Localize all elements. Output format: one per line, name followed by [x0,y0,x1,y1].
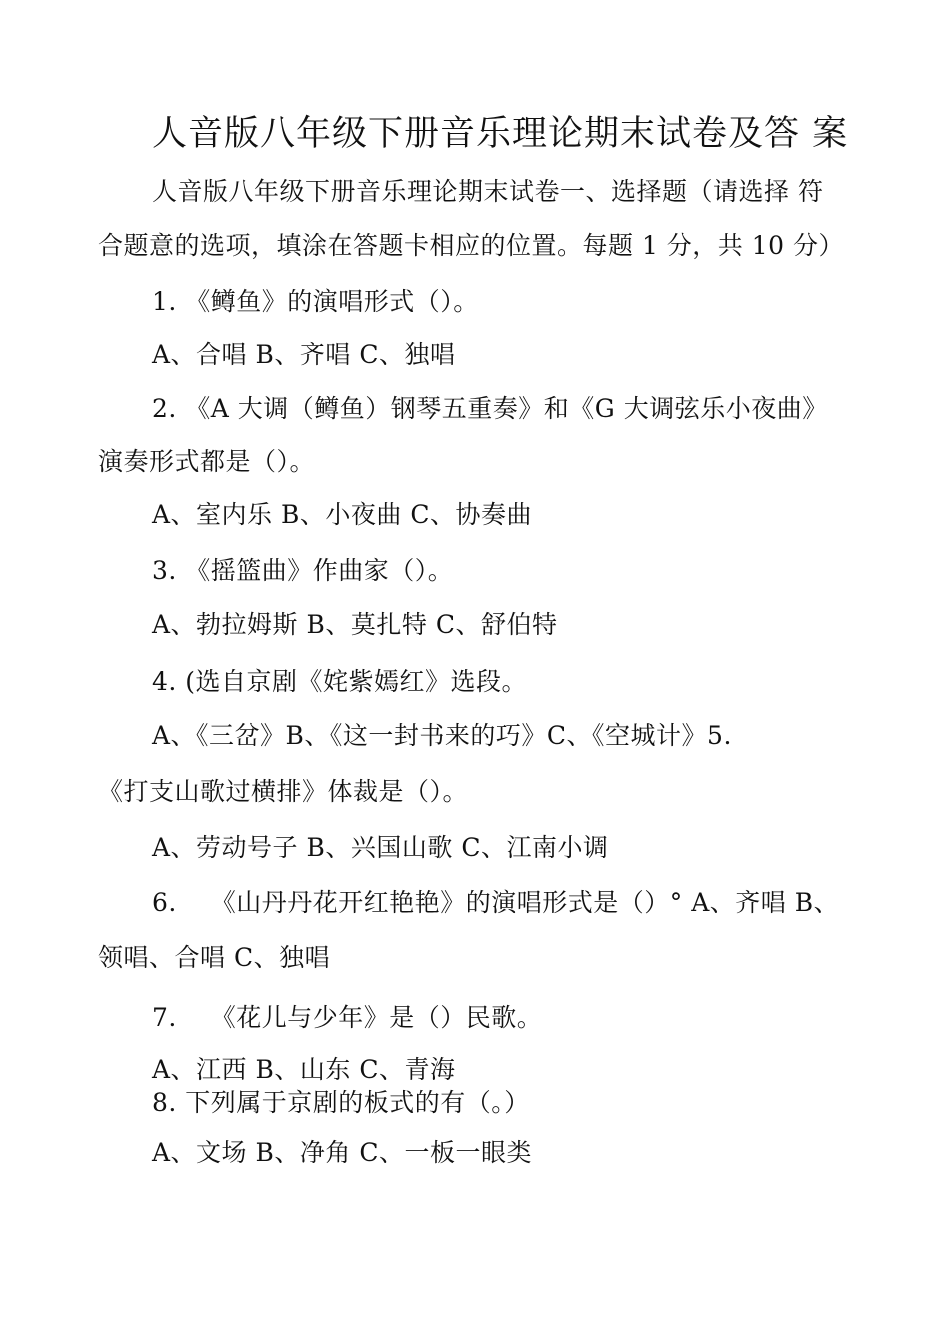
question-3-options: A、勃拉姆斯 B、莫扎特 C、舒伯特 [152,610,558,639]
question-2-line-2: 演奏形式都是（）。 [98,447,316,476]
question-1: 1. 《鳟鱼》的演唱形式（）。 [152,287,479,316]
question-6-line-1: 6. 《山丹丹花开红艳艳》的演唱形式是（）° A、齐唱 B、 [152,888,840,917]
question-6-line-2: 领唱、合唱 C、独唱 [98,943,331,972]
question-7: 7. 《花儿与少年》是（）民歌。 [152,1003,543,1032]
question-7-options: A、江西 B、山东 C、青海 [152,1055,456,1084]
intro-line-1: 人音版八年级下册音乐理论期末试卷一、选择题（请选择 符 [152,177,824,206]
question-8: 8. 下列属于京剧的板式的有（。） [152,1088,530,1117]
question-8-options: A、文场 B、净角 C、一板一眼类 [152,1138,532,1167]
question-3: 3. 《摇篮曲》作曲家（）。 [152,556,454,585]
question-5: 《打支山歌过横排》体裁是（）。 [98,777,469,806]
question-4: 4. (选自京剧《姹紫嫣红》选段。 [152,667,528,696]
question-2-options: A、室内乐 B、小夜曲 C、协奏曲 [152,500,532,529]
question-2-line-1: 2. 《A 大调（鳟鱼）钢琴五重奏》和《G 大调弦乐小夜曲》 [152,394,828,423]
question-1-options: A、合唱 B、齐唱 C、独唱 [152,340,456,369]
question-5-options: A、劳动号子 B、兴国山歌 C、江南小调 [152,833,609,862]
question-4-options: A、《三岔》B、《这一封书来的巧》C、《空城计》5. [152,721,732,750]
page-title: 人音版八年级下册音乐理论期末试卷及答 案 [152,114,849,154]
intro-line-2: 合题意的选项，填涂在答题卡相应的位置。每题 1 分，共 10 分） [98,231,845,260]
